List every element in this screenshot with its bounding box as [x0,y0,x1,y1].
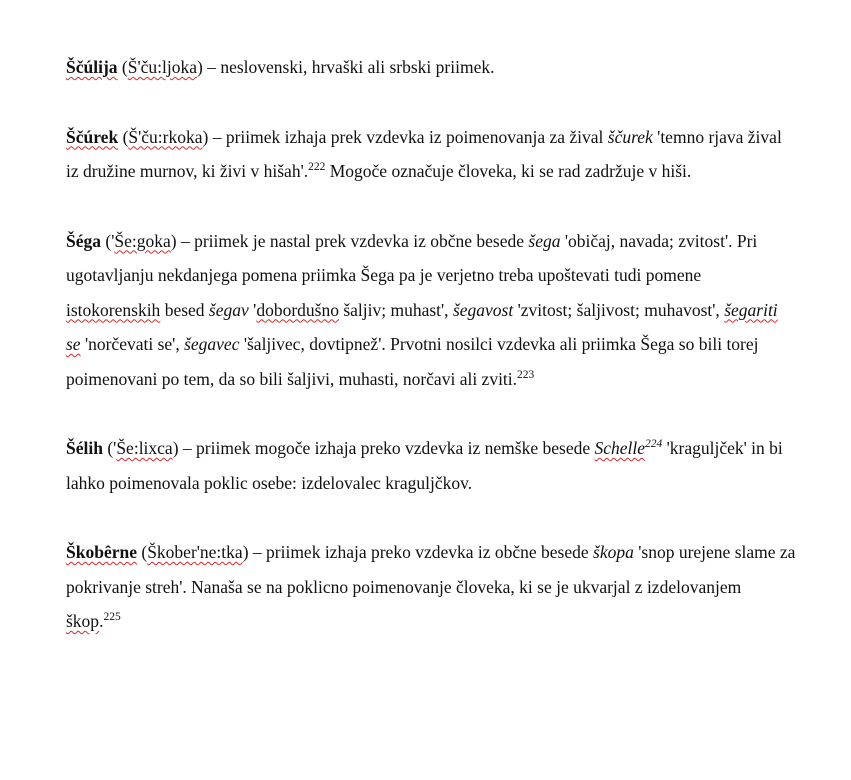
footnote-ref: 224 [645,438,663,451]
entry-text: ) – priimek je nastal prek vzdevka iz občne besede [170,230,529,251]
entry-sculija [66,50,796,85]
entry-text: Mogoče označuje človeka, ki se rad zadržuje v hiši. [325,161,692,181]
entry-text: Škober'ne:tka [147,542,243,562]
entry-headword: Škobêrne [66,542,137,562]
entry-text: besed [160,299,209,320]
entry-text: ' [248,299,257,320]
entry-text: ) – priimek izhaja preko vzdevka iz občne besede [242,542,594,562]
document-page [66,50,796,674]
entry-text: 'zvitost; šaljivost; muhavost', [513,299,725,320]
footnote-ref: 222 [308,161,326,174]
entry-headword: Ščúrek [66,126,119,147]
entry-text: ( [117,57,128,77]
italic-term: šegav [208,299,249,320]
entry-headword: Ščúlija [66,57,118,77]
italic-term: šegavost [452,299,514,320]
entry-text: . [99,611,104,631]
entry-sega [66,224,796,397]
italic-term: šega [528,230,561,251]
entry-text: Še:lixca [116,438,173,458]
entry-text: 'kraguljček' in bi lahko poimenovala poklic osebe: izdelovalec kraguljčkov. [66,438,783,493]
italic-term: škopa [593,542,634,562]
entry-text: (' [102,438,117,458]
entry-skoberne [66,535,796,639]
entry-text: Š'ču:ljoka [127,57,198,77]
italic-term: šegariti se [66,299,778,354]
italic-term: Schelle [594,438,646,458]
entry-headword: Šélih [66,438,103,458]
entry-headword: Šéga [66,230,101,251]
entry-text: (' [101,230,115,251]
entry-text: škop [66,611,100,631]
footnote-ref: 223 [517,368,535,381]
italic-term: ščurek [607,126,653,147]
entry-text: šaljiv; muhast', [338,299,453,320]
entry-selih [66,431,796,500]
entry-text: ) – priimek mogoče izhaja preko vzdevka iz nemške besede [172,438,595,458]
entry-text: dobordušno [256,299,339,320]
entry-text: ( [118,126,129,147]
entry-text: 'snop urejene slame za pokrivanje streh'. Nanaša se na poklicno poimenovanje človeka, ki se je ukvarjal z izdelovanjem [66,542,796,597]
entry-text: 'norčevati se', [80,334,185,354]
entry-text: 'šaljivec, dovtipnež'. Prvotni nosilci vzdevka ali priimka Šega so bili torej poimenovani po tem, da so bili šaljivi, muhasti, norčavi ali zviti. [66,334,759,389]
entry-text: ) – neslovenski, hrvaški ali srbski priimek. [197,57,495,77]
italic-term: šegavec [184,334,240,354]
entry-text: 'običaj, navada; zvitost'. Pri ugotavljanju nekdanjega pomena priimka Šega pa je verjetno treba upoštevati tudi pomene [66,230,758,285]
entry-text: 'temno rjava žival iz družine murnov, ki živi v hišah'. [66,126,782,181]
footnote-ref: 225 [103,611,121,624]
entry-text: ( [136,542,148,562]
entry-scurek [66,120,796,189]
entry-text: Še:goka [114,230,171,251]
entry-text: ) – priimek izhaja prek vzdevka iz poimenovanja za žival [202,126,608,147]
entry-text: istokorenskih [66,299,161,320]
entry-text: Š'ču:rkoka [128,126,203,147]
